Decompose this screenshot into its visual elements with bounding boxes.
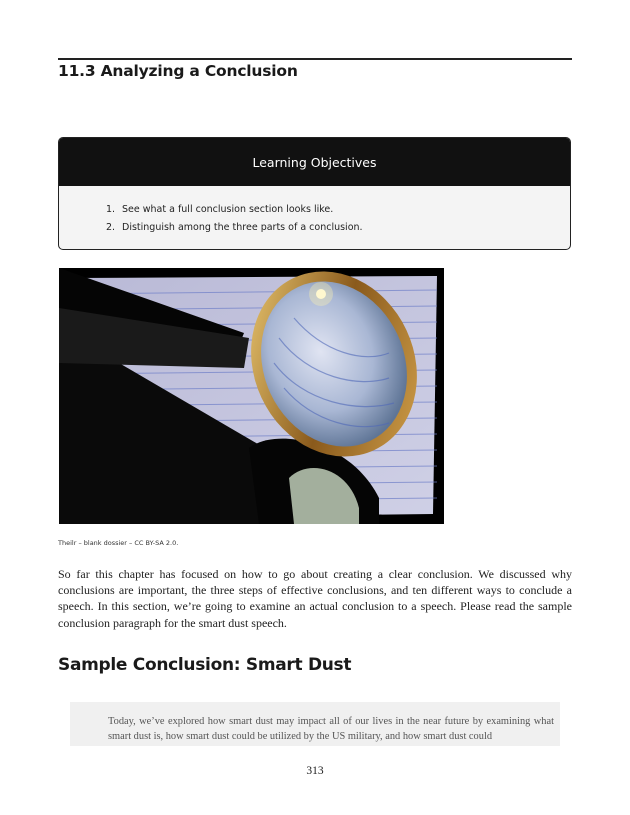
- objective-text: See what a full conclusion section looks like.: [122, 204, 334, 215]
- section-title: 11.3 Analyzing a Conclusion: [58, 62, 298, 80]
- sample-quote-text: Today, we’ve explored how smart dust may impact all of our lives in the near future by examining what smart dust is, how smart dust could be utilized by the US military, and how smart dust could: [108, 716, 554, 742]
- magnifying-glass-photo: [59, 268, 444, 524]
- page-number: 313: [306, 765, 324, 777]
- objective-number: 1.: [106, 204, 116, 215]
- magnifying-glass-illustration: [59, 268, 444, 524]
- body-paragraph: So far this chapter has focused on how to go about creating a clear conclusion. We discussed why conclusions are important, the three steps of effective conclusions, and ten different ways to conclude a speech. In this section, we’re going to examine an actual conclusion to a speech. Please read the sample conclusion paragraph for the smart dust speech.: [58, 567, 572, 630]
- learning-objectives-heading: Learning Objectives: [59, 138, 570, 186]
- sample-quote-box: [70, 702, 560, 746]
- top-rule: [58, 58, 572, 60]
- objective-item: [106, 204, 333, 215]
- learning-objectives-box: [58, 137, 571, 250]
- sample-conclusion-heading: Sample Conclusion: Smart Dust: [58, 655, 352, 675]
- figure-caption: Theilr – blank dossier – CC BY-SA 2.0.: [58, 539, 179, 547]
- objective-item: [106, 222, 363, 233]
- objective-text: Distinguish among the three parts of a conclusion.: [122, 222, 363, 233]
- objective-number: 2.: [106, 222, 116, 233]
